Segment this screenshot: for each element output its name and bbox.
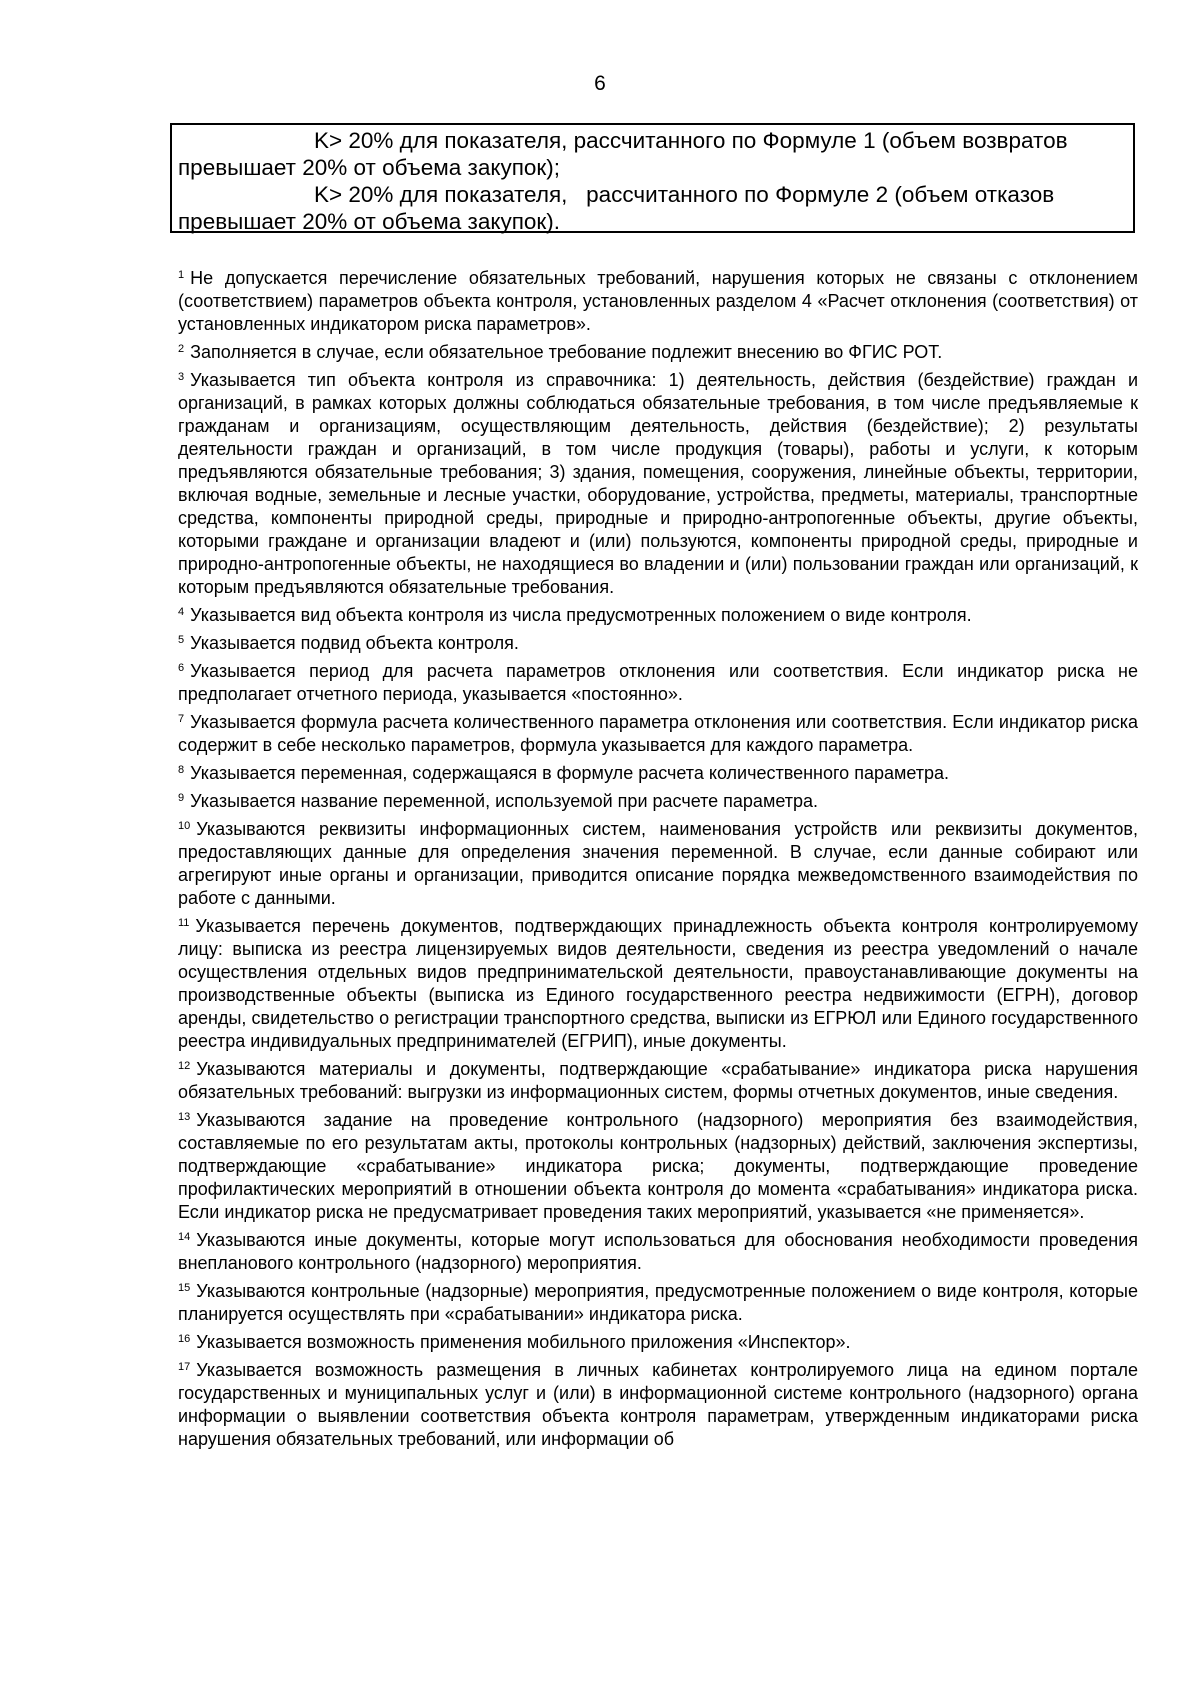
- footnote: [178, 790, 1138, 813]
- footnote-number: 8: [178, 764, 185, 776]
- criteria-line: превышает 20% от объема закупок).: [178, 209, 561, 234]
- footnote: [178, 267, 1138, 336]
- footnote-number: 12: [178, 1060, 191, 1072]
- footnote-text: Указывается вид объекта контроля из числа предусмотренных положением о виде контроля.: [190, 605, 972, 625]
- footnote-number: 9: [178, 792, 185, 804]
- footnote: [178, 1109, 1138, 1224]
- footnote-text: Указывается переменная, содержащаяся в формуле расчета количественного параметра.: [190, 763, 950, 783]
- footnote-number: 5: [178, 634, 185, 646]
- footnote-text: Указывается период для расчета параметров отклонения или соответствия. Если индикатор риска не предполагает отчетного периода, указывается «постоянно».: [178, 661, 1138, 704]
- footnote: [178, 1229, 1138, 1275]
- footnote-text: Указывается название переменной, используемой при расчете параметра.: [190, 791, 818, 811]
- footnote-number: 7: [178, 713, 185, 725]
- footnote: [178, 1280, 1138, 1326]
- footnote: [178, 915, 1138, 1053]
- footnote-text: Указываются контрольные (надзорные) мероприятия, предусмотренные положением о виде контроля, которые планируется осуществлять при «срабатывании» индикатора риска.: [178, 1281, 1138, 1324]
- footnote-text: Указывается возможность размещения в личных кабинетах контролируемого лица на едином портале государственных и муниципальных услуг и (или) в информационной системе контрольного (надзорного) органа информации о выявлении соответствия объекта контроля параметрам, утвержденным индикаторами риска нарушения обязательных требований, или информации об: [178, 1360, 1138, 1449]
- footnote: [178, 711, 1138, 757]
- footnote-number: 2: [178, 343, 185, 355]
- footnote-number: 10: [178, 820, 191, 832]
- footnote-number: 1: [178, 269, 185, 281]
- footnote-number: 13: [178, 1111, 191, 1123]
- footnote-number: 3: [178, 371, 185, 383]
- footnote-number: 11: [178, 917, 190, 929]
- footnote-number: 17: [178, 1361, 191, 1373]
- criteria-line: K> 20% для показателя, рассчитанного по Формуле 2 (объем отказов: [314, 182, 1055, 207]
- footnote: [178, 762, 1138, 785]
- footnote-number: 15: [178, 1282, 191, 1294]
- footnote-text: Заполняется в случае, если обязательное требование подлежит внесению во ФГИС РОТ.: [190, 342, 943, 362]
- footnote-text: Не допускается перечисление обязательных требований, нарушения которых не связаны с отклонением (соответствием) параметров объекта контроля, установленных разделом 4 «Расчет отклонения (соответствия) от установленных индикатором риска параметров».: [178, 268, 1138, 334]
- criteria-line: K> 20% для показателя, рассчитанного по Формуле 1 (объем возвратов: [314, 128, 1068, 153]
- footnote-text: Указываются материалы и документы, подтверждающие «срабатывание» индикатора риска нарушения обязательных требований: выгрузки из информационных систем, формы отчетных документов, иные сведения.: [178, 1059, 1138, 1102]
- footnotes: [178, 267, 1138, 1456]
- footnote-number: 6: [178, 662, 185, 674]
- footnote-text: Указываются задание на проведение контрольного (надзорного) мероприятия без взаимодействия, составляемые по его результатам акты, протоколы контрольных (надзорных) действий, заключения экспертизы, подтверждающие «срабатывание» индикатора риска; документы, подтверждающие проведение профилактических мероприятий в отношении объекта контроля до момента «срабатывания» индикатора риска. Если индикатор риска не предусматривает проведения таких мероприятий, указывается «не применяется».: [178, 1110, 1138, 1222]
- footnote: [178, 1058, 1138, 1104]
- footnote: [178, 341, 1138, 364]
- footnote-text: Указывается тип объекта контроля из справочника: 1) деятельность, действия (бездействие) граждан и организаций, в рамках которых должны соблюдаться обязательные требования, в том числе предъявляемые к гражданам и организациям, осуществляющим деятельность, действия (бездействие); 2) результаты деятельности граждан и организаций, в том числе продукция (товары), работы и услуги, к которым предъявляются обязательные требования; 3) здания, помещения, сооружения, линейные объекты, территории, включая водные, земельные и лесные участки, оборудование, устройства, предметы, материалы, транспортные средства, компоненты природной среды, природные и природно-антропогенные объекты, другие объекты, которыми граждане и организации владеют и (или) пользуются, компоненты природной среды, природные и природно-антропогенные объекты, не находящиеся во владении и (или) пользовании граждан или организаций, к которым предъявляются обязательные требования.: [178, 370, 1138, 597]
- footnote-text: Указывается подвид объекта контроля.: [190, 633, 519, 653]
- footnote-number: 4: [178, 606, 185, 618]
- criteria-line: превышает 20% от объема закупок);: [178, 155, 561, 180]
- footnote: [178, 1359, 1138, 1451]
- footnote: [178, 818, 1138, 910]
- footnote-number: 16: [178, 1333, 191, 1345]
- footnote: [178, 660, 1138, 706]
- footnote-text: Указываются иные документы, которые могут использоваться для обоснования необходимости проведения внепланового контрольного (надзорного) мероприятия.: [178, 1230, 1138, 1273]
- footnote: [178, 369, 1138, 599]
- footnote-text: Указывается возможность применения мобильного приложения «Инспектор».: [196, 1332, 851, 1352]
- page-number: 6: [594, 72, 606, 95]
- footnote: [178, 632, 1138, 655]
- footnote: [178, 1331, 1138, 1354]
- criteria-box: [170, 123, 1135, 233]
- footnote-text: Указывается формула расчета количественного параметра отклонения или соответствия. Если индикатор риска содержит в себе несколько параметров, формула указывается для каждого параметра.: [178, 712, 1138, 755]
- footnote-text: Указываются реквизиты информационных систем, наименования устройств или реквизиты документов, предоставляющих данные для определения значения переменной. В случае, если данные собирают или агрегируют иные органы и организации, приводится описание порядка межведомственного взаимодействия по работе с данными.: [178, 819, 1138, 908]
- footnote-number: 14: [178, 1231, 191, 1243]
- footnote-text: Указывается перечень документов, подтверждающих принадлежность объекта контроля контролируемому лицу: выписка из реестра лицензируемых видов деятельности, сведения из реестра уведомлений о начале осуществления отдельных видов предпринимательской деятельности, правоустанавливающие документы на производственные объекты (выписка из Единого государственного реестра недвижимости (ЕГРН), договор аренды, свидетельство о регистрации транспортного средства, выписки из ЕГРЮЛ или Единого государственного реестра индивидуальных предпринимателей (ЕГРИП), иные документы.: [178, 916, 1138, 1051]
- footnote: [178, 604, 1138, 627]
